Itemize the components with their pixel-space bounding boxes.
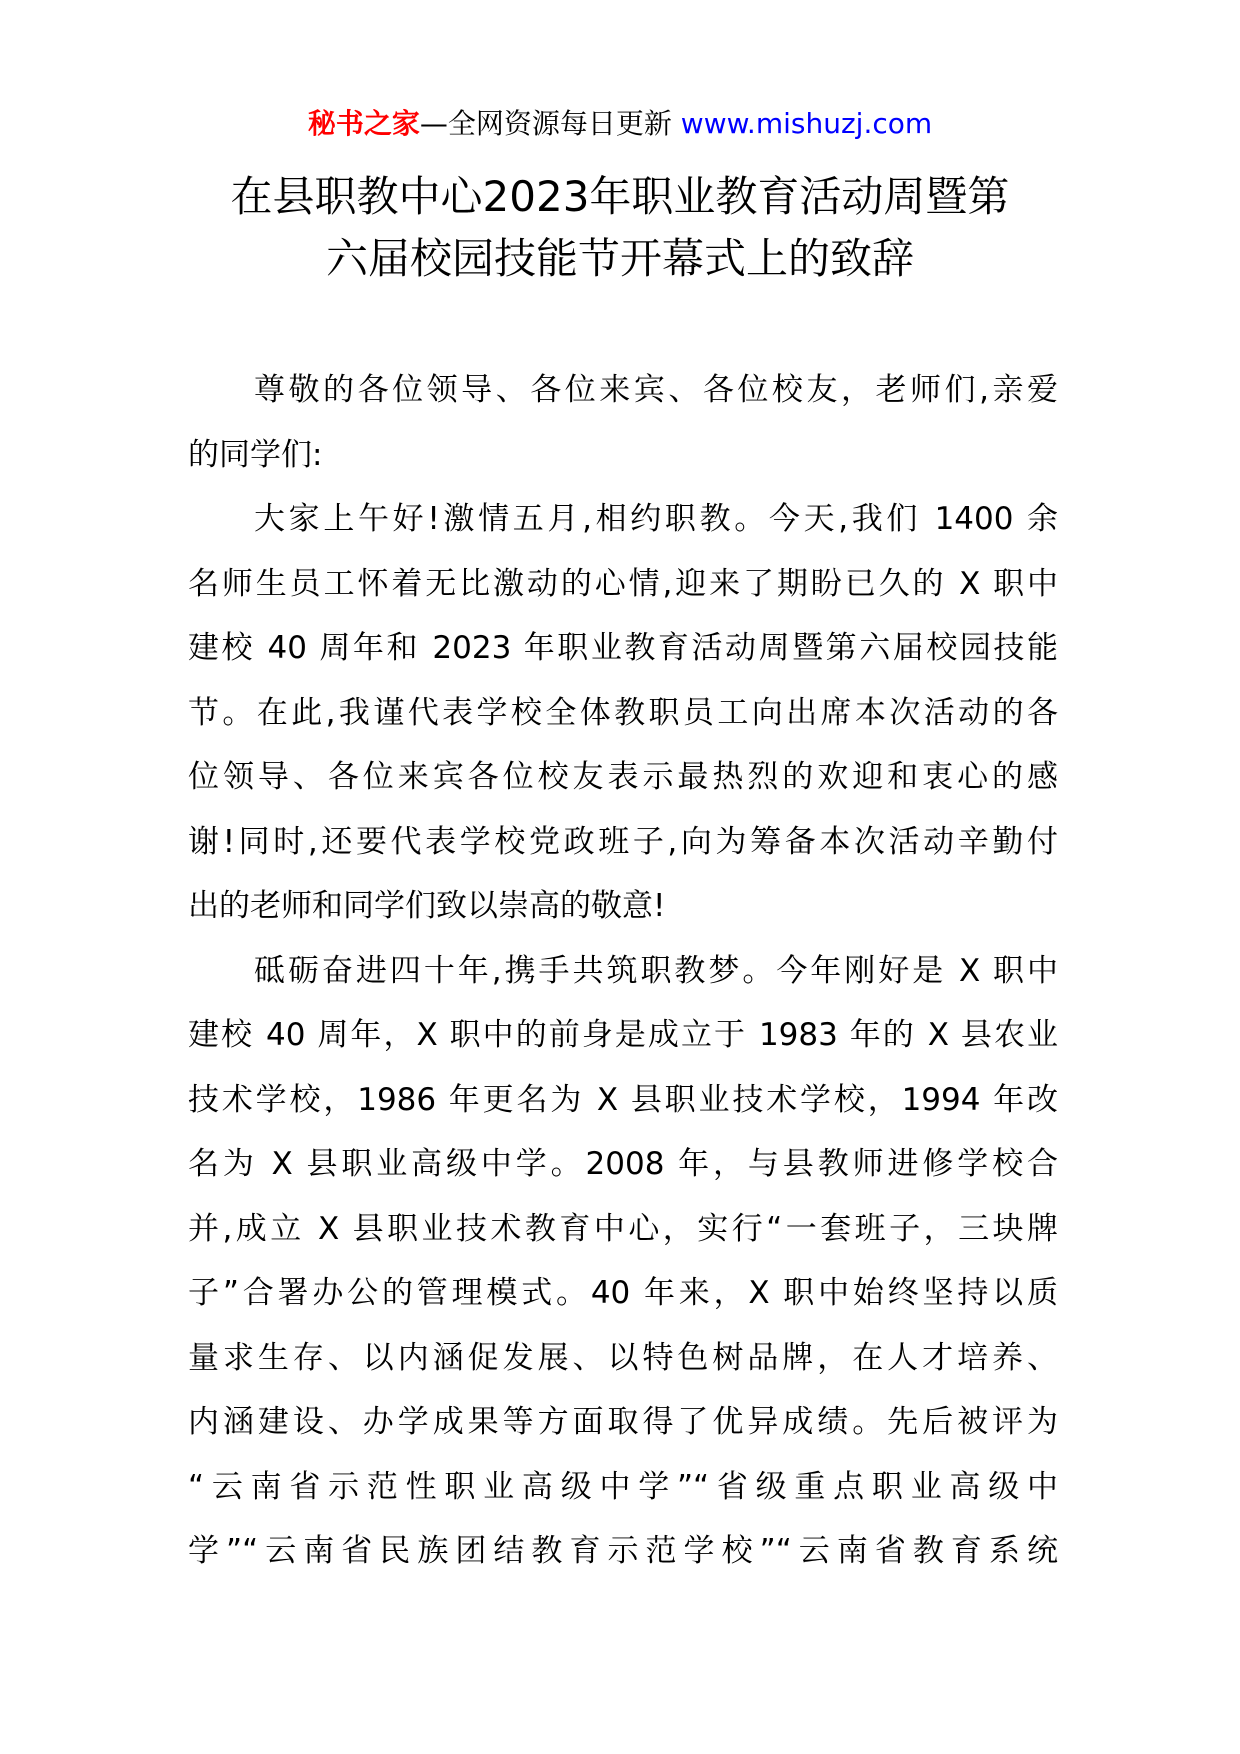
text-line: 尊敬的各位领导、各位来宾、各位校友，老师们,亲爱 — [254, 372, 1058, 408]
paragraph-history — [188, 939, 1058, 1584]
text-line: 并,成立 X 县职业技术教育中心，实行“一套班子，三块牌 — [188, 1210, 1058, 1247]
text-line: 量求生存、以内涵促发展、以特色树品牌，在人才培养、 — [188, 1339, 1058, 1376]
text-line: 出的老师和同学们致以崇高的敬意! — [188, 888, 666, 924]
document-title — [170, 166, 1070, 290]
site-url-link[interactable]: www.mishuzj.com — [680, 107, 933, 140]
text-line: 的同学们: — [188, 436, 323, 473]
text-line: 建校 40 周年，X 职中的前身是成立于 1983 年的 X 县农业 — [188, 1017, 1058, 1053]
text-line: 谢!同时,还要代表学校党政班子,向为筹备本次活动辛勤付 — [188, 823, 1058, 860]
header-tagline: —全网资源每日更新 — [419, 107, 672, 140]
title-line-1: 在县职教中心2023年职业教育活动周暨第 — [230, 172, 1010, 221]
text-line: 节。在此,我谨代表学校全体教职员工向出席本次活动的各 — [188, 694, 1058, 731]
text-line: 砥砺奋进四十年,携手共筑职教梦。今年刚好是 X 职中 — [254, 952, 1058, 989]
title-line-2: 六届校园技能节开幕式上的致辞 — [325, 234, 914, 283]
brand-name: 秘书之家 — [307, 107, 420, 140]
text-line: 技术学校，1986 年更名为 X 县职业技术学校，1994 年改 — [188, 1081, 1058, 1118]
text-line: 建校 40 周年和 2023 年职业教育活动周暨第六届校园技能 — [188, 630, 1058, 666]
paragraph-salutation — [188, 358, 1058, 487]
text-line: “云南省示范性职业高级中学”“省级重点职业高级中 — [188, 1468, 1058, 1505]
paragraph-greeting — [188, 487, 1058, 939]
document-body — [188, 358, 1058, 1584]
text-line: 内涵建设、办学成果等方面取得了优异成绩。先后被评为 — [188, 1404, 1058, 1440]
text-line: 大家上午好!激情五月,相约职教。今天,我们 1400 余 — [254, 501, 1058, 537]
text-line: 位领导、各位来宾各位校友表示最热烈的欢迎和衷心的感 — [188, 759, 1058, 795]
text-line: 名师生员工怀着无比激动的心情,迎来了期盼已久的 X 职中 — [188, 565, 1058, 602]
text-line: 子”合署办公的管理模式。40 年来，X 职中始终坚持以质 — [188, 1275, 1058, 1311]
site-header — [0, 104, 1240, 144]
text-line: 学”“云南省民族团结教育示范学校”“云南省教育系统 — [188, 1533, 1058, 1569]
text-line: 名为 X 县职业高级中学。2008 年，与县教师进修学校合 — [188, 1146, 1058, 1182]
